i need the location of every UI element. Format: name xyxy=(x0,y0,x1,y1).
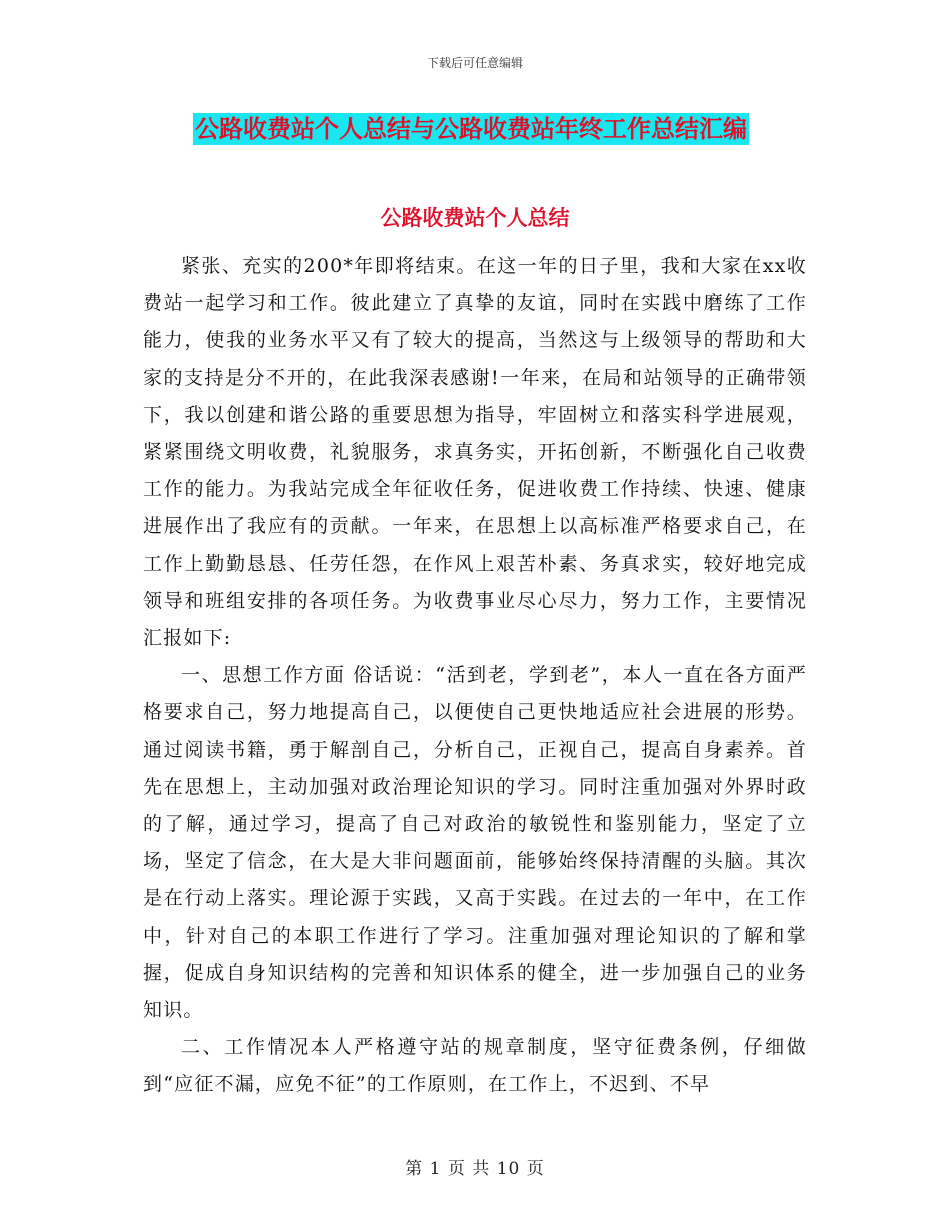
body-paragraph: 紧张、充实的200*年即将结束。在这一年的日子里，我和大家在xx收费站一起学习和工作。彼此建立了真挚的友谊，同时在实践中磨练了工作能力，使我的业务水平又有了较大的提高，当然这与上级领导的帮助和大家的支持是分不开的，在此我深表感谢!一年来，在局和站领导的正确带领下，我以创建和谐公路的重要思想为指导，牢固树立和落实科学进展观，紧紧围绕文明收费，礼貌服务，求真务实，开拓创新，不断强化自己收费工作的能力。为我站完成全年征收任务，促进收费工作持续、快速、健康进展作出了我应有的贡献。一年来，在思想上以高标准严格要求自己，在工作上勤勤恳恳、任劳任怨，在作风上艰苦朴素、务真求实，较好地完成领导和班组安排的各项任务。为收费事业尽心尽力，努力工作，主要情况汇报如下: xyxy=(143,255,807,650)
document-body xyxy=(143,248,807,1104)
body-paragraph: 二、工作情况本人严格遵守站的规章制度，坚守征费条例，仔细做到“应征不漏，应免不征”的工作原则，在工作上，不迟到、不早 xyxy=(143,1036,807,1096)
document-title: 公路收费站个人总结与公路收费站年终工作总结汇编 xyxy=(195,115,747,143)
page-number: 第 1 页 共 10 页 xyxy=(405,1159,545,1179)
header-note: 下载后可任意编辑 xyxy=(426,56,523,70)
section-title: 公路收费站个人总结 xyxy=(380,206,570,230)
body-paragraph: 一、思想工作方面 俗话说：“活到老，学到老”，本人一直在各方面严格要求自己，努力地提高自己，以便使自己更快地适应社会进展的形势。通过阅读书籍，勇于解剖自己，分析自己，正视自己，提高自身素养。首先在思想上，主动加强对政治理论知识的学习。同时注重加强对外界时政的了解，通过学习，提高了自己对政治的敏锐性和鉴别能力，坚定了立场，坚定了信念，在大是大非问题面前，能够始终保持清醒的头脑。其次是在行动上落实。理论源于实践，又高于实践。在过去的一年中，在工作中，针对自己的本职工作进行了学习。注重加强对理论知识的了解和掌握，促成自身知识结构的完善和知识体系的健全，进一步加强自己的业务知识。 xyxy=(143,664,807,1022)
